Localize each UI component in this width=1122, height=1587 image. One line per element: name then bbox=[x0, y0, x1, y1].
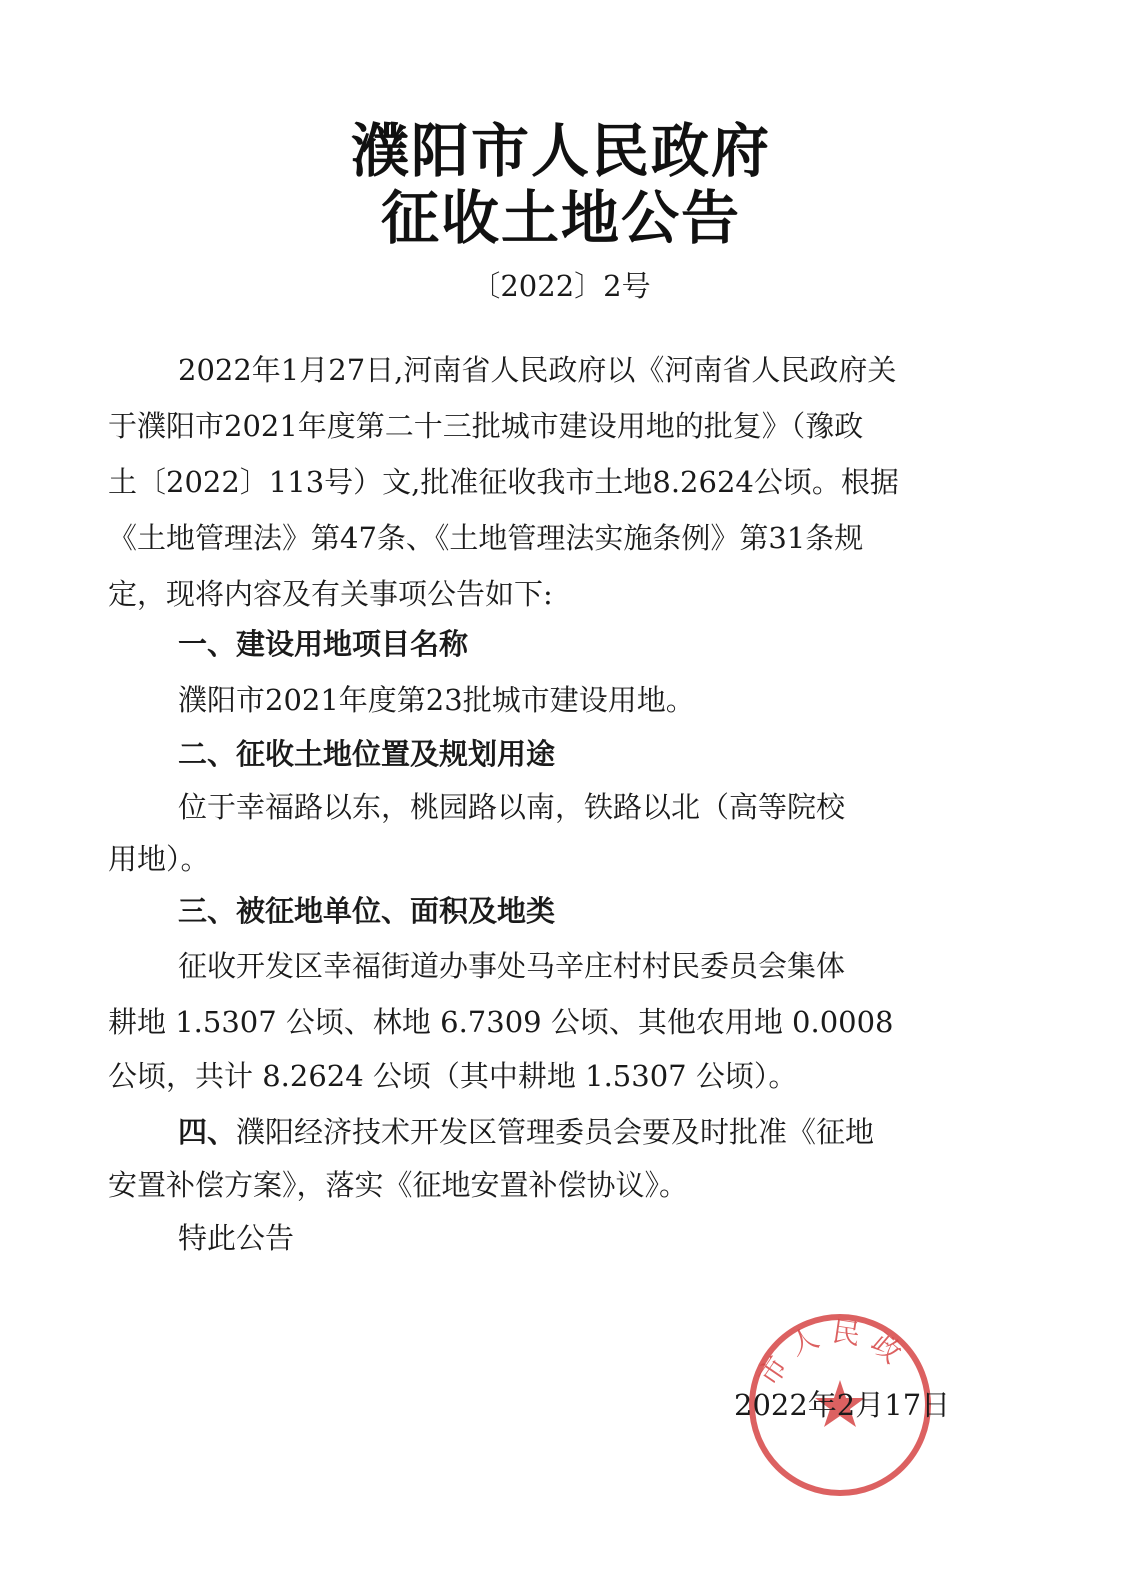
section-heading: 三、被征地单位、面积及地类 bbox=[178, 894, 556, 928]
section-text: 濮阳经济技术开发区管理委员会要及时批准《征地 bbox=[236, 1115, 875, 1149]
section-4-line bbox=[178, 1114, 1122, 1150]
svg-text:市人民政: 市人民政 bbox=[751, 1314, 916, 1392]
title-line-1: 濮阳市人民政府 bbox=[350, 117, 771, 185]
document-number: 〔2022〕2号 bbox=[471, 269, 651, 303]
intro-line: 土〔2022〕113号）文,批准征收我市土地8.2624公顷。根据 bbox=[108, 465, 899, 499]
intro-line: 2022年1月27日,河南省人民政府以《河南省人民政府关 bbox=[178, 353, 897, 387]
section-heading: 一、建设用地项目名称 bbox=[178, 627, 469, 661]
intro-line: 于濮阳市2021年度第二十三批城市建设用地的批复》（豫政 bbox=[108, 409, 864, 443]
section-heading: 二、征收土地位置及规划用途 bbox=[178, 737, 556, 771]
section-text: 耕地 1.5307 公顷、林地 6.7309 公顷、其他农用地 0.0008 bbox=[108, 1005, 894, 1039]
section-text: 公顷，共计 8.2624 公顷（其中耕地 1.5307 公顷）。 bbox=[108, 1059, 798, 1093]
intro-line: 《土地管理法》第47条、《土地管理法实施条例》第31条规 bbox=[108, 521, 864, 555]
section-text: 征收开发区幸福街道办事处马辛庄村村民委员会集体 bbox=[178, 949, 846, 983]
section-text: 安置补偿方案》，落实《征地安置补偿协议》。 bbox=[108, 1168, 689, 1202]
section-4-lead: 四、 bbox=[178, 1115, 237, 1149]
section-text: 位于幸福路以东，桃园路以南，铁路以北（高等院校 bbox=[178, 790, 846, 824]
intro-line: 定，现将内容及有关事项公告如下: bbox=[108, 577, 553, 611]
section-text: 用地）。 bbox=[108, 842, 210, 876]
issue-date: 2022年2月17日 bbox=[734, 1388, 951, 1422]
closing-text: 特此公告 bbox=[178, 1221, 295, 1255]
title-line-2: 征收土地公告 bbox=[380, 184, 741, 252]
section-text: 濮阳市2021年度第23批城市建设用地。 bbox=[178, 683, 695, 717]
